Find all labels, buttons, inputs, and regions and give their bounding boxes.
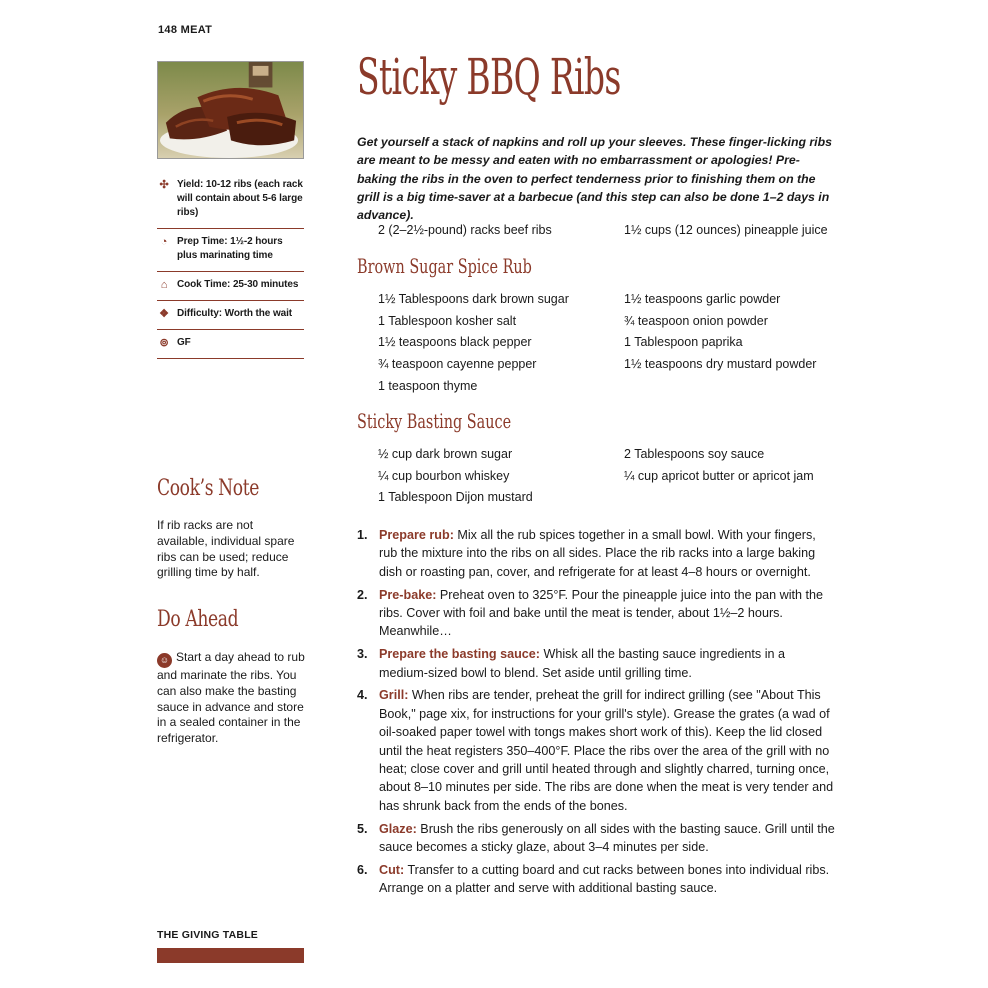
meta-prep-text: Prep Time: 1½-2 hours plus marinating time xyxy=(177,236,283,261)
meta-prep-time xyxy=(157,229,304,272)
page-header: 148 MEAT xyxy=(158,24,213,36)
step-label: Grill: xyxy=(379,688,409,703)
ingredient-item: 1½ cups (12 ounces) pineapple juice xyxy=(624,223,828,237)
sauce-ingredients-right xyxy=(624,444,814,487)
rub-heading: Brown Sugar Spice Rub xyxy=(357,254,532,278)
ingredient-item: 1½ Tablespoons dark brown sugar xyxy=(378,292,569,306)
recipe-title: Sticky BBQ Ribs xyxy=(357,48,621,106)
ingredient-item: ¼ cup bourbon whiskey xyxy=(378,468,510,483)
step-number: 5. xyxy=(357,821,368,836)
step-label: Cut: xyxy=(379,862,405,877)
page-footer: THE GIVING TABLE xyxy=(157,929,259,941)
recipe-intro: Get yourself a stack of napkins and roll up your sleeves. These finger-licking ribs are meant to be messy and eaten with no embarrassment or apologies! Pre-baking the ribs in the oven to perfect tenderness prior to finishing them on the grill is a big time-saver at a barbecue (and this step can also be done 1–2 days in advance). xyxy=(357,135,832,223)
meta-yield-text: Yield: 10-12 ribs (each rack will contain about 5-6 large ribs) xyxy=(177,179,303,218)
rub-ingredients-right xyxy=(624,289,816,376)
meta-gf xyxy=(157,330,304,359)
step-number: 6. xyxy=(357,862,368,877)
rub-ingredients-left xyxy=(378,289,569,398)
step-number: 1. xyxy=(357,528,368,542)
step-label: Prepare rub: xyxy=(379,528,454,542)
cooks-note-text: If rib racks are not available, individual spare ribs can be used; reduce grilling time by half. xyxy=(157,518,295,580)
difficulty-icon: ❖ xyxy=(159,308,169,320)
calendar-icon: ☺ xyxy=(157,653,172,668)
ingredient-item: ½ cup dark brown sugar xyxy=(378,447,513,461)
ingredient-item: 1½ teaspoons black pepper xyxy=(378,335,532,350)
ingredient-item: ¾ teaspoon onion powder xyxy=(624,313,768,328)
ingredient-item: 1 Tablespoon paprika xyxy=(624,335,743,350)
ingredient-item: 1½ teaspoons garlic powder xyxy=(624,292,781,306)
ingredient-item: 1½ teaspoons dry mustard powder xyxy=(624,357,817,372)
step-label: Prepare the basting sauce: xyxy=(379,647,540,662)
ingredient-item: 2 (2–2½-pound) racks beef ribs xyxy=(378,223,552,237)
ribs-photo xyxy=(157,61,304,159)
step-label: Pre-bake: xyxy=(379,587,437,602)
clock-icon: ◔ xyxy=(160,236,168,248)
step-number: 4. xyxy=(357,688,368,703)
ingredient-item: 1 Tablespoon Dijon mustard xyxy=(378,490,533,505)
step-item xyxy=(357,686,835,815)
step-text: Mix all the rub spices together in a small bowl. With your fingers, rub the mixture into the ribs on all sides. Place the rib racks into a large baking dish or roasting pan, cover, and refrigerate for at least 4–8 hours or overnight. xyxy=(379,528,816,579)
main-ingredients-left xyxy=(378,220,552,242)
step-item xyxy=(357,526,835,581)
step-item xyxy=(357,861,835,898)
footer-bar xyxy=(157,948,304,963)
recipe-steps xyxy=(357,526,835,902)
do-ahead-block xyxy=(157,650,307,747)
ingredient-item: ¼ cup apricot butter or apricot jam xyxy=(624,468,814,483)
step-text: When ribs are tender, preheat the grill for indirect grilling (see "About This Book," page xix, for instructions for your grill's style). Grease the grates (a wad of oil-soaked paper towel with tongs makes short work of this). Keep the lid closed until the heat registers 350–400°F. Place the ribs over the area of the grill with no heat; close cover and grill until heated through and slightly charred, turning once, about 8–10 minutes per side. The ribs are done when the meat is very tender and has shrunk back from the ends of the bones. xyxy=(379,688,834,813)
do-ahead-text: Start a day ahead to rub and marinate the ribs. You can also make the basting sauce in advance and store in a sealed container in the refrigerator. xyxy=(157,650,305,746)
ingredient-item: 1 Tablespoon kosher salt xyxy=(378,313,517,328)
step-number: 3. xyxy=(357,647,368,662)
step-number: 2. xyxy=(357,587,368,602)
sauce-ingredients-left xyxy=(378,444,533,509)
recipe-meta xyxy=(157,172,304,359)
step-item xyxy=(357,586,835,641)
step-label: Glaze: xyxy=(379,821,417,836)
ingredient-item: 2 Tablespoons soy sauce xyxy=(624,447,765,461)
step-item xyxy=(357,820,835,857)
gf-icon: ⊚ xyxy=(159,337,169,349)
meta-difficulty-text: Difficulty: Worth the wait xyxy=(177,308,292,319)
step-text: Brush the ribs generously on all sides with the basting sauce. Grill until the sauce becomes a sticky glaze, about 3–4 minutes per side. xyxy=(379,821,835,855)
step-item xyxy=(357,645,835,682)
meta-cook-time xyxy=(157,272,304,301)
meta-yield xyxy=(157,172,304,229)
do-ahead-heading: Do Ahead xyxy=(157,607,239,632)
meta-cook-text: Cook Time: 25-30 minutes xyxy=(177,279,299,290)
meta-gf-text: GF xyxy=(177,337,191,348)
grill-icon: ⌂ xyxy=(160,279,168,291)
ingredient-item: ¾ teaspoon cayenne pepper xyxy=(378,357,537,372)
plate-icon: ✣ xyxy=(159,179,169,191)
step-text: Preheat oven to 325°F. Pour the pineapple juice into the pan with the ribs. Cover with foil and bake until the meat is tender, about 1½–2 hours. Meanwhile… xyxy=(379,587,824,639)
meta-difficulty xyxy=(157,301,304,330)
sauce-heading: Sticky Basting Sauce xyxy=(357,409,512,433)
main-ingredients-right xyxy=(624,220,828,242)
cooks-note-heading: Cook’s Note xyxy=(157,476,260,501)
step-text: Transfer to a cutting board and cut racks between bones into individual ribs. Arrange on a platter and serve with additional basting sauce. xyxy=(379,862,830,896)
ingredient-item: 1 teaspoon thyme xyxy=(378,378,478,393)
step-text: Whisk all the basting sauce ingredients in a medium-sized bowl to blend. Set aside until grilling time. xyxy=(379,647,785,680)
